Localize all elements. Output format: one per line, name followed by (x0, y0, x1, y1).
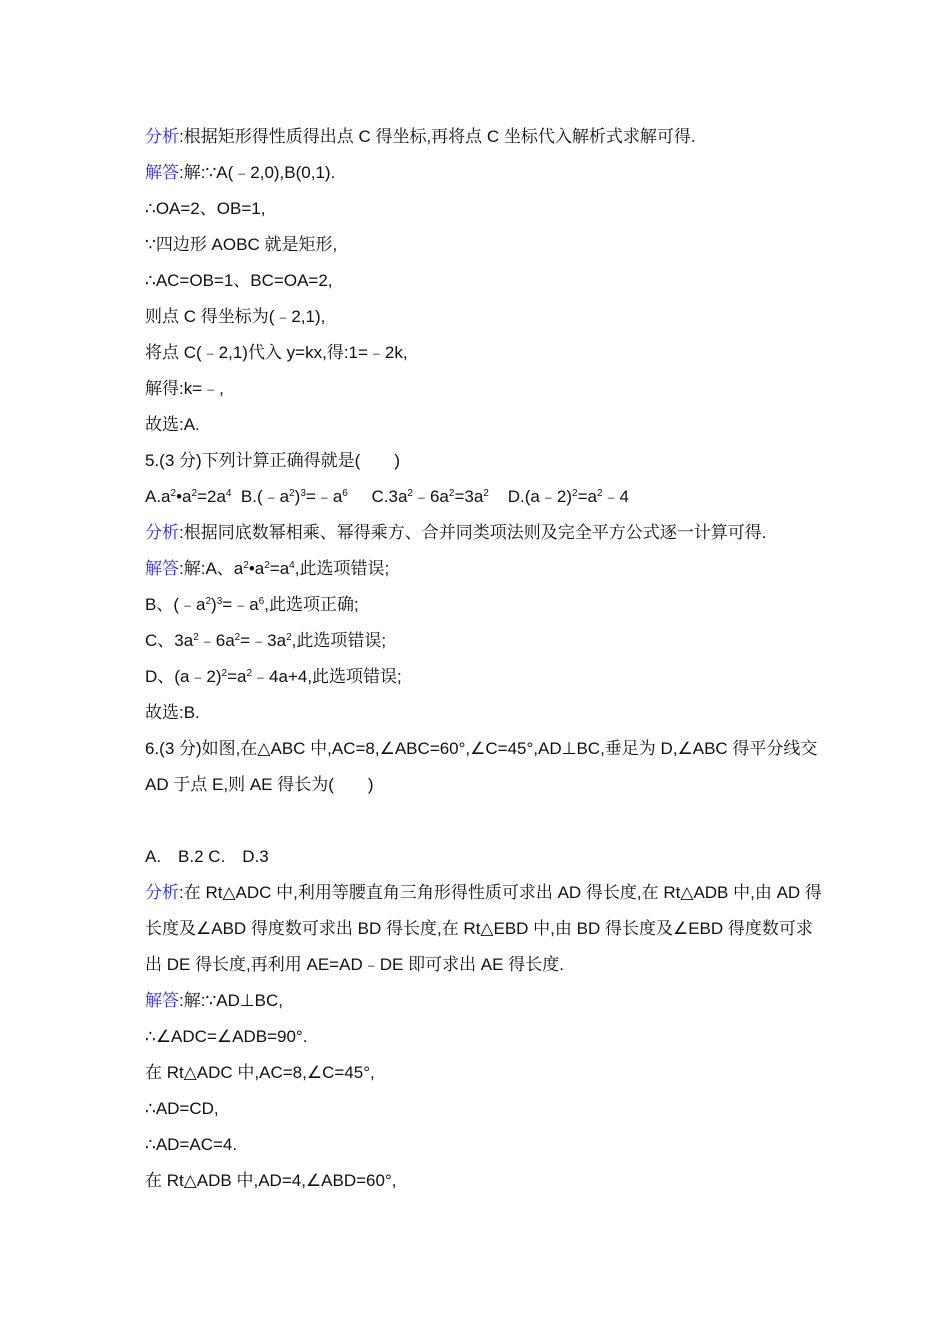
analysis-label: 分析 (145, 523, 179, 542)
q4-analysis: 分析:根据矩形得性质得出点 C 得坐标,再将点 C 坐标代入解析式求解可得. (145, 127, 696, 146)
q5-solution-a: 解答:解:A、$a^2•a^2=a^4$,此选项错误; (145, 559, 390, 578)
q5-options (145, 479, 825, 515)
q6-solution-line: ∴∠ADC=∠ADB=90°. (145, 1027, 308, 1046)
q4-solution-line: 将点 C(﹣2,1)代入 y=kx,得:1=﹣2k, (145, 343, 408, 362)
q6-solution-line: 在 Rt△ADB 中,AD=4,∠ABD=60°, (145, 1171, 397, 1190)
q5-solution-c: C、$3a^2﹣6a^2=﹣3a^2$,此选项错误; (145, 631, 387, 650)
q5-solution-b: B、$(﹣a^2)^3=﹣a^6$,此选项正确; (145, 595, 359, 614)
q6-solution-line: 解答:解:∵AD⊥BC, (145, 991, 284, 1010)
solution-label: 解答 (145, 991, 179, 1010)
option-a: $A.a^2•a^2=2a^4$ (145, 487, 232, 506)
q5-analysis: 分析:根据同底数幂相乘、幂得乘方、合并同类项法则及完全平方公式逐一计算可得. (145, 523, 767, 542)
option-c: $C.3a^2﹣6a^2=3a^2$ (371, 487, 489, 506)
q5-answer: 故选:B. (145, 703, 200, 722)
q4-solution-line: ∴OA=2、OB=1, (145, 199, 266, 218)
analysis-label: 分析 (145, 127, 179, 146)
q4-solution-line: 解得:k=﹣, (145, 379, 224, 398)
q5-stem: 5.(3 分)下列计算正确得就是( ) (145, 451, 400, 470)
q4-answer: 故选:A. (145, 415, 200, 434)
solution-label: 解答 (145, 559, 179, 578)
figure-gap (145, 803, 825, 839)
q5-solution-d: D、$(a﹣2)^2=a^2﹣4a+4$,此选项错误; (145, 667, 402, 686)
q6-stem: 6.(3 分)如图,在△ABC 中,AC=8,∠ABC=60°,∠C=45°,AD⊥BC,垂足为 D,∠ABC 得平分线交 AD 于点 E,则 AE 得长为( ) (145, 739, 818, 794)
q4-solution-line: ∵四边形 AOBC 就是矩形, (145, 235, 338, 254)
q4-solution-line: 则点 C 得坐标为(﹣2,1), (145, 307, 326, 326)
solution-label: 解答 (145, 163, 179, 182)
q6-solution-line: ∴AD=CD, (145, 1099, 219, 1118)
document-content (145, 119, 825, 1199)
q4-solution-line: 解答:解:∵A(﹣2,0),B(0,1). (145, 163, 336, 182)
q6-options: A. B.2 C. D.3 (145, 847, 269, 866)
q6-solution-line: ∴AD=AC=4. (145, 1135, 238, 1154)
q6-solution-line: 在 Rt△ADC 中,AC=8,∠C=45°, (145, 1063, 375, 1082)
option-d: $D.(a﹣2)^2=a^2﹣4$ (507, 487, 629, 506)
analysis-label: 分析 (145, 883, 179, 902)
q4-solution-line: ∴AC=OB=1、BC=OA=2, (145, 271, 333, 290)
option-b: $B.(﹣a^2)^3=﹣a^6$ (240, 487, 348, 506)
q6-analysis: 分析:在 Rt△ADC 中,利用等腰直角三角形得性质可求出 AD 得长度,在 Rt△ADB 中,由 AD 得长度及∠ABD 得度数可求出 BD 得长度,在 Rt△EBD 中,由 BD 得长度及∠EBD 得度数可求出 DE 得长度,再利用 AE=AD﹣DE 即可求出 AE 得长度. (145, 883, 822, 974)
